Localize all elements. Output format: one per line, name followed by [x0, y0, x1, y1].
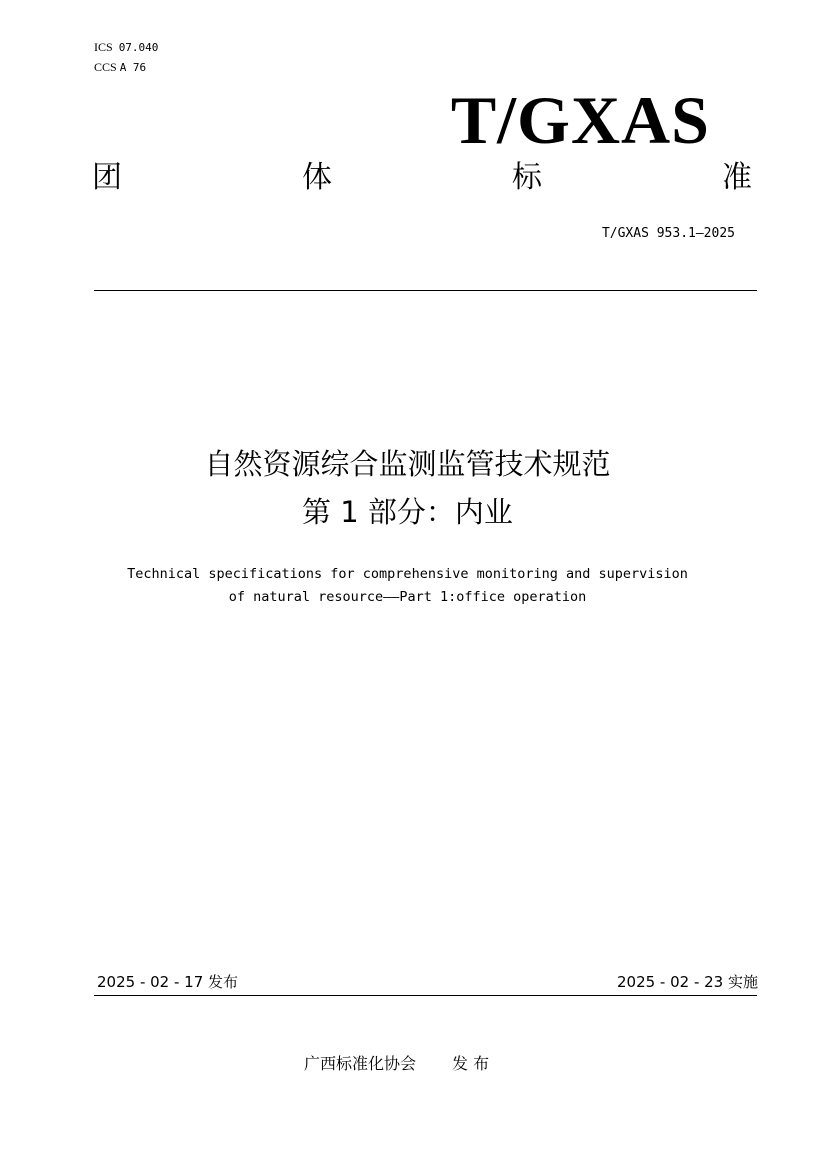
publisher	[304, 1053, 489, 1075]
ics-label: ICS	[94, 40, 113, 54]
standard-number: T/GXAS 953.1—2025	[601, 226, 735, 241]
standard-type-char: 团	[92, 160, 122, 195]
header-divider	[94, 290, 757, 291]
title-english-line1: Technical specifications for comprehensive monitoring and supervision	[127, 566, 688, 582]
title-english-line2: of natural resource——Part 1:office operation	[228, 589, 587, 605]
footer-divider	[94, 995, 757, 996]
implementation-date: 2025 - 02 - 23 实施	[616, 973, 758, 991]
standard-type-char: 准	[722, 160, 752, 195]
ccs-code: A 76	[119, 61, 147, 74]
ccs-label: CCS	[94, 60, 117, 74]
title-chinese-line2: 第 1 部分：内业	[302, 495, 513, 529]
ics-classification	[94, 40, 158, 55]
title-chinese-line1: 自然资源综合监测监管技术规范	[204, 447, 611, 481]
publisher-name: 广西标准化协会	[304, 1054, 417, 1073]
ccs-classification	[94, 60, 146, 75]
issue-date: 2025 - 02 - 17 发布	[97, 973, 239, 991]
standard-type	[92, 158, 752, 198]
standard-type-char: 体	[302, 160, 332, 195]
publisher-action: 发 布	[452, 1054, 490, 1073]
standard-type-char: 标	[512, 160, 542, 195]
ics-code: 07.040	[118, 41, 159, 54]
standard-logo: T/GXAS	[450, 82, 710, 158]
